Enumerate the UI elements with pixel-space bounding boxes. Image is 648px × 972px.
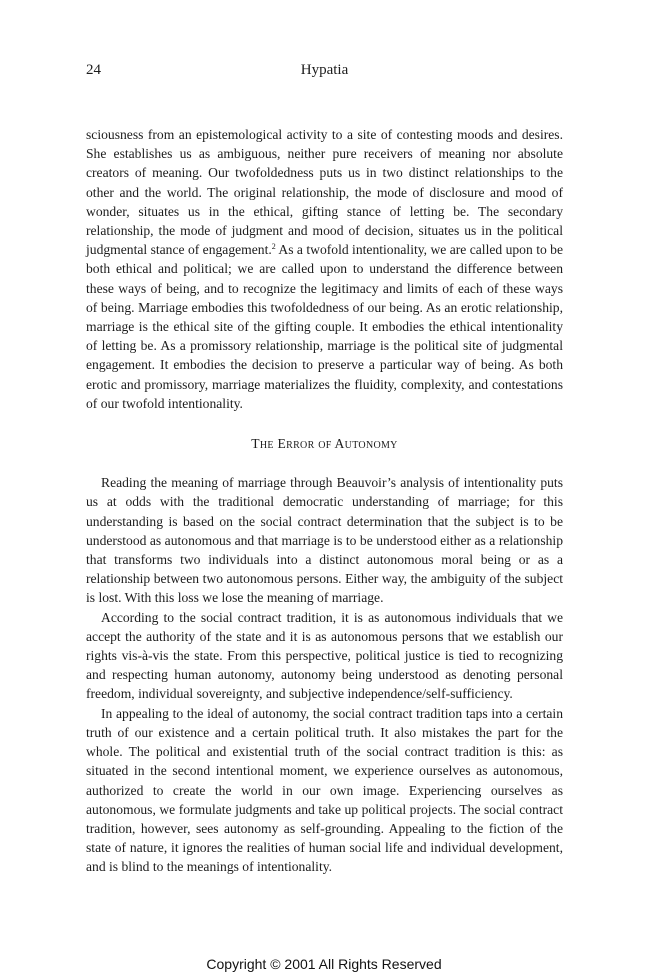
section-heading: The Error of Autonomy xyxy=(251,436,398,452)
page-header xyxy=(86,62,563,84)
paragraph-social-contract: According to the social contract tradition, it is as autonomous individuals that we accept the authority of the state and it is as autonomous persons that we establish our rights vis-à-vis the state. From this perspective, political justice is tied to recognizing and respecting human autonomy, autonomy being understood as denoting personal freedom, individual sovereignty, and subjective independence/self-sufficiency. xyxy=(86,609,563,702)
paragraph-text-after-note: As a twofold intentionality, we are called upon to be both ethical and political; we are called upon to understand the difference between these ways of being, and to recognize the legitimacy and limits of each of these ways of being. Marriage embodies this twofoldedness of our being. As an erotic relationship, marriage is the ethical site of the gifting couple. It embodies the ethical intentionality of letting be. As a promissory relationship, marriage is the political site of judgmental engagement. It embodies the decision to preserve a particular way of being. As both erotic and promissory, marriage materializes the fluidity, complexity, and contestations of our twofold intentionality. xyxy=(86,242,564,411)
paragraph-ideal-of-autonomy: In appealing to the ideal of autonomy, the social contract tradition taps into a certain truth of our existence and a certain political truth. It also mistakes the part for the whole. The political and existential truth of the social contract tradition is this: as situated in the second intentional moment, we experience ourselves as autonomous, authorized to create the world in our own image. Experiencing ourselves as autonomous, we formulate judgments and take up political projects. The social contract tradition, however, sees autonomy as self-grounding. Appealing to the fiction of the state of nature, it ignores the realities of human social life and individual development, and is blind to the meanings of intentionality. xyxy=(86,705,563,875)
running-head-journal-title: Hypatia xyxy=(300,62,349,78)
copyright-footer: Copyright © 2001 All Rights Reserved xyxy=(206,956,442,972)
paragraph-intentionality-and-marriage xyxy=(86,125,563,413)
paragraph-text-before-note: sciousness from an epistemological activity to a site of contesting moods and desires. She establishes us as ambiguous, neither pure receivers of meaning nor absolute creators of meaning. Our twofoldedness puts us in two distinct relationships to the other and the world. The original relationship, the mode of disclosure and mood of wonder, situates us in the ethical, gifting stance of letting be. The secondary relationship, the mode of judgment and mood of decision, situates us in the political judgmental stance of engagement. xyxy=(86,127,563,258)
paragraph-reading-marriage: Reading the meaning of marriage through Beauvoir’s analysis of intentionality puts us at odds with the traditional democratic understanding of marriage; for this understanding is based on the social contract determination that the subject is to be understood as autonomous and that marriage is to be understood either as a relationship that transforms two individuals into a distinct autonomous moral being or as a relationship between two autonomous persons. Either way, the ambiguity of the subject is lost. With this loss we lose the meaning of marriage. xyxy=(86,475,563,606)
article-body xyxy=(86,125,563,877)
footnote-reference: 2 xyxy=(271,242,276,252)
page-number: 24 xyxy=(86,62,101,78)
